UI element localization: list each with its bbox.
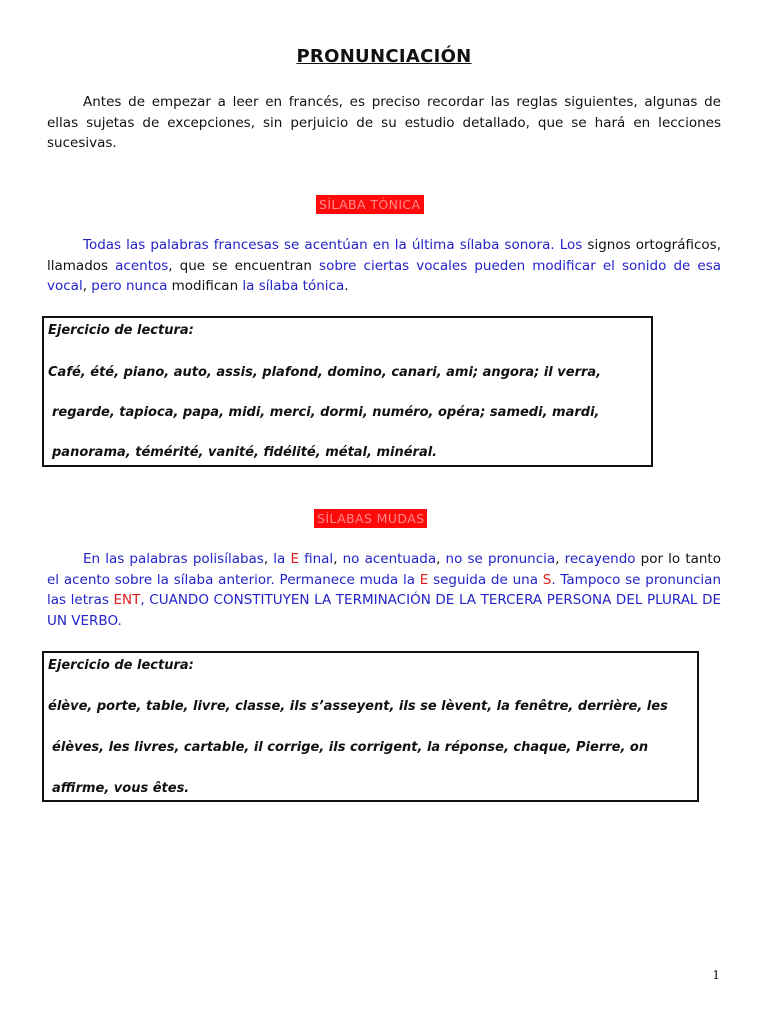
exercise-box-2 [42,651,699,802]
text-segment: . [344,278,349,294]
text-segment: , [555,551,565,567]
text-segment: E [419,571,429,588]
text-segment: acentos [115,257,169,274]
text-segment: , [333,551,343,567]
exercise-line: élèves, les livres, cartable, il corrige, ils corrigent, la réponse, chaque, Pierre, on [52,740,649,755]
text-segment: , [263,551,274,567]
page-number: 1 [712,968,720,982]
text-segment: ENT [113,592,141,608]
text-segment: pero nunca [91,278,168,294]
text-segment: E [290,551,299,567]
text-segment: , [82,278,92,294]
text-segment: la sílaba tónica [242,278,345,294]
text-segment: modifican [167,278,243,294]
text-segment: Todas las palabras francesas se acentúan en la última sílaba sonora. Los [83,237,583,253]
exercise-label: Ejercicio de lectura: [48,323,194,338]
intro-paragraph [47,92,721,154]
exercise-box-1 [42,316,653,467]
section-heading-silabas-mudas: SÍLABAS MUDAS [314,509,427,528]
exercise-line: Café, été, piano, auto, assis, plafond, domino, canari, ami; angora; il verra, [48,365,602,380]
exercise-line: regarde, tapioca, papa, midi, merci, dormi, numéro, opéra; samedi, mardi, [52,405,600,420]
text-segment: , que se encuentran [168,257,320,274]
exercise-line: affirme, vous êtes. [52,781,190,796]
text-segment: no se pronuncia [445,551,556,567]
section2-paragraph [47,549,721,631]
exercise-label: Ejercicio de lectura: [48,658,194,673]
text-segment: el acento sobre la sílaba anterior. Permanece muda la [47,571,420,588]
text-segment: la [273,551,291,567]
text-segment: . Tampoco se pronuncian las letras [47,571,722,608]
text-segment: no acentuada [342,551,437,567]
page-title: PRONUNCIACIÓN [296,46,472,67]
exercise-line: élève, porte, table, livre, classe, ils s’asseyent, ils se lèvent, la fenêtre, derrière, les [48,699,668,714]
section1-paragraph [47,235,721,297]
text-segment: por lo tanto [635,551,721,567]
section-heading-silaba-tonica: SÍLABA TÓNICA [316,195,424,214]
text-segment: signos ortográficos, llamados [47,237,721,274]
text-segment: sobre ciertas vocales pueden modificar el sonido de esa vocal [47,257,721,294]
text-segment: final [298,551,334,567]
text-segment: , [436,551,446,567]
exercise-line: panorama, témérité, vanité, fidélité, métal, minéral. [52,445,438,460]
text-segment: En las palabras polisílabas [83,551,264,567]
text-segment: , CUANDO CONSTITUYEN LA TERMINACIÓN DE LA TERCERA PERSONA DEL PLURAL DE UN VERBO. [47,592,721,629]
text-segment: S [542,571,552,588]
text-segment: seguida de una [428,571,543,588]
text-segment: recayendo [564,551,636,567]
intro-text: Antes de empezar a leer en francés, es preciso recordar las reglas siguientes, algunas de ellas sujetas de excepciones, sin perjuicio de su estudio detallado, que se hará en lecciones sucesivas. [47,94,721,151]
